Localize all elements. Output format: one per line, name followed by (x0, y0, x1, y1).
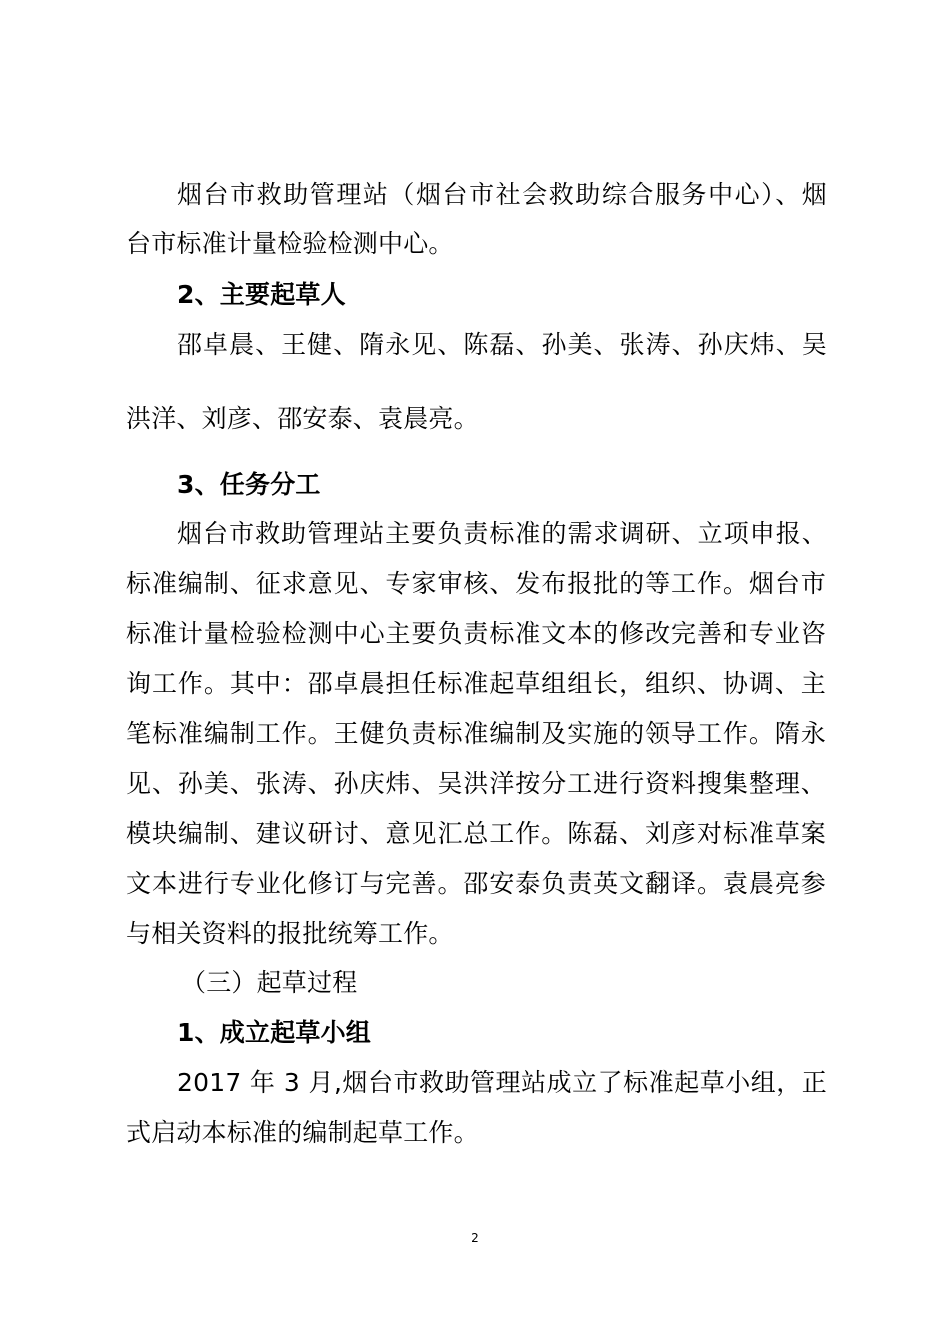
org-paragraph-line-1: 烟台市救助管理站（烟台市社会救助综合服务中心）、烟 (177, 180, 827, 209)
tasks-paragraph-line: 与相关资料的报批统筹工作。 (126, 919, 454, 948)
heading-tasks: 3、任务分工 (177, 470, 321, 499)
tasks-paragraph-line: 笔标准编制工作。王健负责标准编制及实施的领导工作。隋永 (126, 719, 826, 748)
heading-drafters: 2、主要起草人 (177, 280, 346, 309)
tasks-paragraph-line: 文本进行专业化修订与完善。邵安泰负责英文翻译。袁晨亮参 (126, 869, 826, 898)
group-paragraph-line-2: 式启动本标准的编制起草工作。 (126, 1118, 479, 1147)
org-paragraph-line-2: 台市标准计量检验检测中心。 (126, 229, 454, 258)
drafters-paragraph-line-2: 洪洋、刘彦、邵安泰、袁晨亮。 (126, 404, 479, 433)
tasks-paragraph-line: 标准编制、征求意见、专家审核、发布报批的等工作。烟台市 (126, 569, 826, 598)
tasks-paragraph-line: 询工作。其中：邵卓晨担任标准起草组组长，组织、协调、主 (126, 669, 826, 698)
tasks-paragraph-line: 烟台市救助管理站主要负责标准的需求调研、立项申报、 (177, 519, 827, 548)
tasks-paragraph-line: 标准计量检验检测中心主要负责标准文本的修改完善和专业咨 (126, 619, 826, 648)
group-paragraph-line-1: 2017 年 3 月,烟台市救助管理站成立了标准起草小组，正 (177, 1068, 827, 1097)
section-heading-process: （三）起草过程 (181, 968, 358, 997)
tasks-paragraph-line: 见、孙美、张涛、孙庆炜、吴洪洋按分工进行资料搜集整理、 (126, 769, 826, 798)
drafters-paragraph-line-1: 邵卓晨、王健、隋永见、陈磊、孙美、张涛、孙庆炜、吴 (177, 330, 827, 359)
page-number: 2 (471, 1231, 479, 1245)
tasks-paragraph-line: 模块编制、建议研讨、意见汇总工作。陈磊、刘彦对标准草案 (126, 819, 826, 848)
heading-drafting-group: 1、成立起草小组 (177, 1018, 371, 1047)
